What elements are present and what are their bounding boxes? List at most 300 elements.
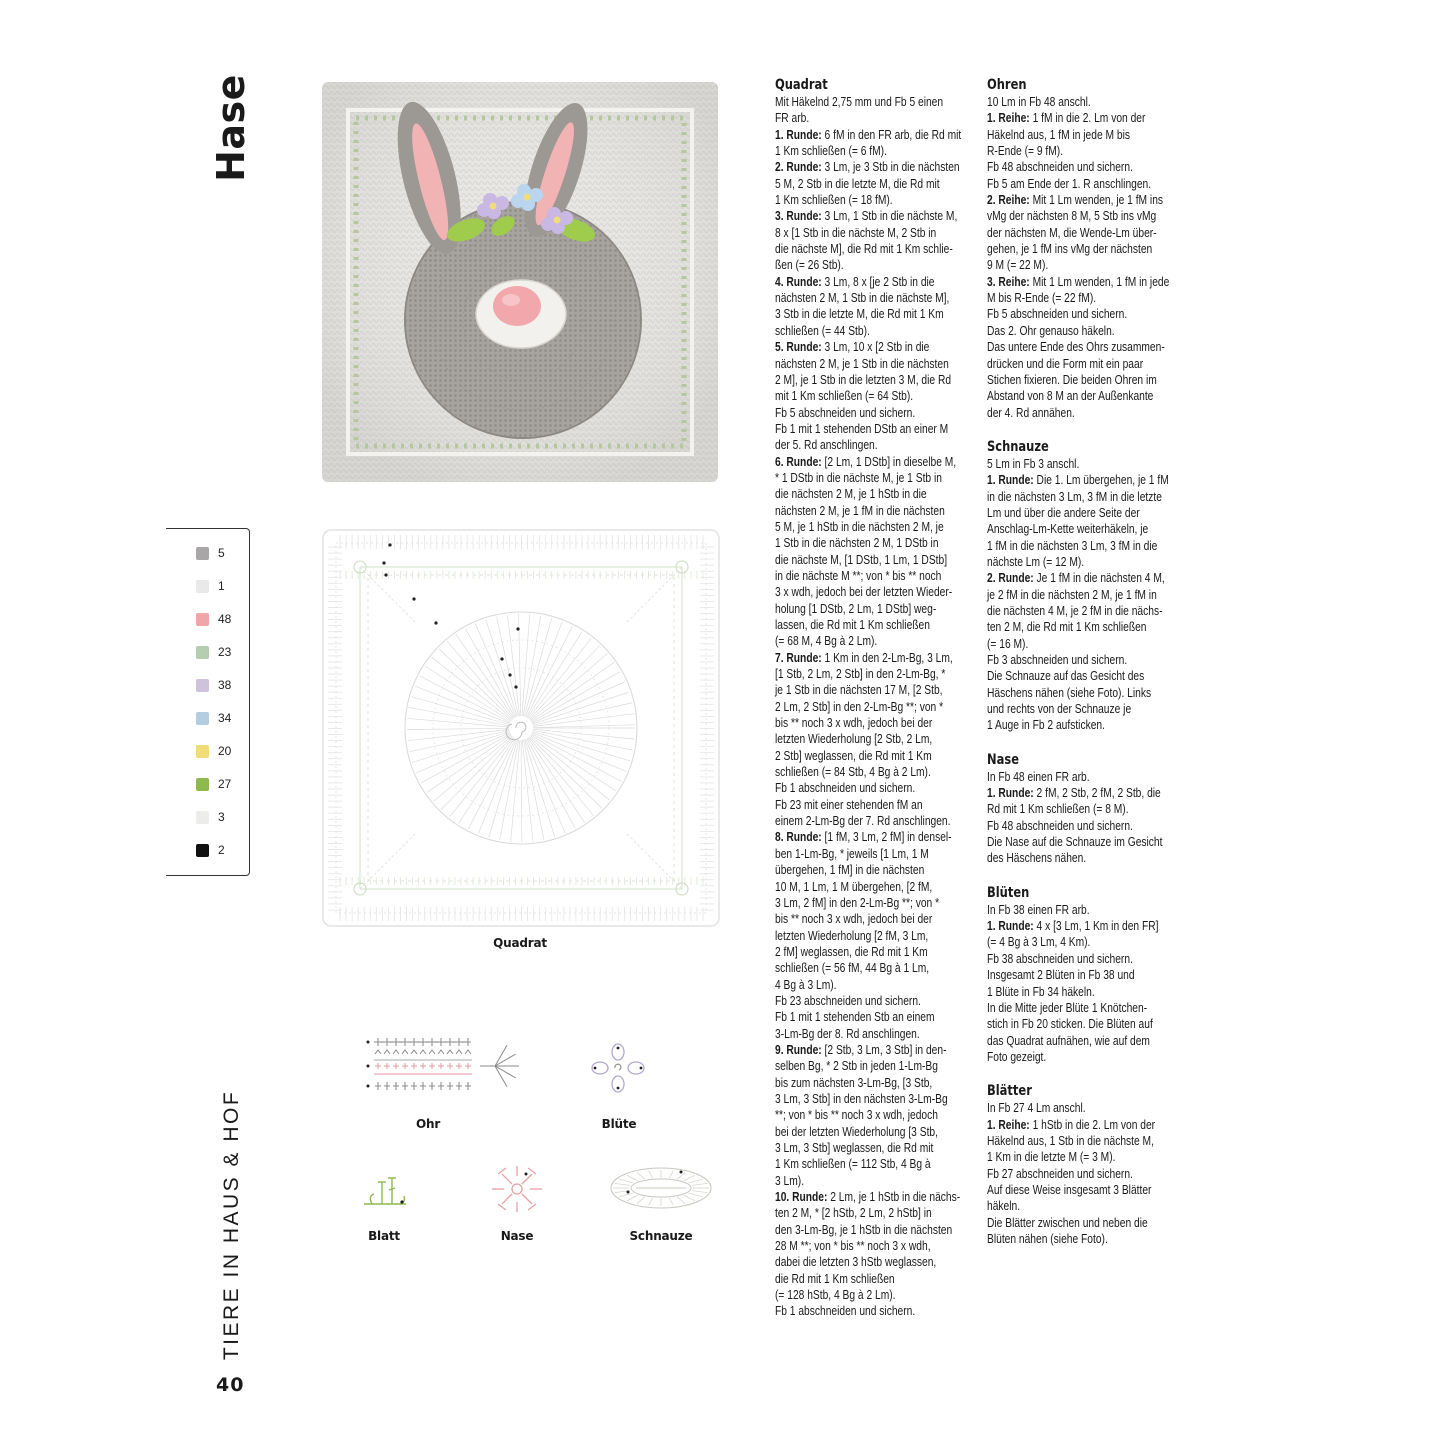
instruction-line	[775, 421, 975, 437]
instruction-line	[987, 323, 1187, 339]
instruction-line	[775, 552, 975, 568]
instruction-text: vMg der nächsten 8 M, 5 Stb ins vMg	[987, 209, 1157, 224]
instruction-text: 3 x wdh, jedoch bei der letzten Wieder-	[775, 585, 953, 600]
instruction-line	[775, 879, 975, 895]
section-heading: Schnauze	[987, 438, 1049, 455]
crochet-chart-bluete	[583, 1042, 653, 1094]
step-label: 7. Runde:	[775, 650, 822, 665]
step-label: 5. Runde:	[775, 340, 822, 355]
instruction-text: bei der letzten Wiederholung [3 Stb,	[775, 1124, 938, 1139]
legend-item	[196, 774, 231, 794]
section-gap	[987, 1065, 1187, 1082]
instruction-text: dabei die letzten 3 hStb weglassen,	[775, 1255, 937, 1270]
instruction-line	[775, 731, 975, 747]
instruction-text: je 2 fM in die nächsten 2 M, je 1 fM in	[987, 587, 1157, 602]
instruction-line	[775, 1189, 975, 1205]
instruction-text: drücken und die Form mit ein paar	[987, 356, 1144, 371]
instruction-line	[987, 818, 1187, 834]
instruction-line	[987, 1117, 1187, 1133]
instruction-line	[987, 143, 1187, 159]
instruction-line	[775, 94, 975, 110]
instruction-text: Fb 23 abschneiden und sichern.	[775, 993, 921, 1008]
crochet-chart-quadrat	[320, 527, 722, 929]
instruction-line	[775, 1140, 975, 1156]
instruction-line	[775, 1026, 975, 1042]
legend-item	[196, 741, 231, 761]
instruction-text: 3 Lm, 1 Stb in die nächste M,	[821, 209, 958, 224]
instruction-line	[987, 1133, 1187, 1149]
instruction-line	[987, 636, 1187, 652]
instruction-text: des Häschens nähen.	[987, 851, 1087, 866]
instruction-line	[987, 489, 1187, 505]
instruction-line	[987, 94, 1187, 110]
instruction-line	[775, 437, 975, 453]
instruction-line	[775, 372, 975, 388]
step-label: 9. Runde:	[775, 1042, 822, 1057]
instruction-text: In Fb 48 einen FR arb.	[987, 769, 1090, 784]
instruction-line	[987, 456, 1187, 472]
instruction-text: Die Nase auf die Schnauze im Gesicht	[987, 835, 1163, 850]
instruction-text: nächsten 2 M, je 1 fM in die nächsten	[775, 503, 945, 518]
instruction-line	[775, 568, 975, 584]
instruction-line	[987, 967, 1187, 983]
instruction-text: übergehen, 1 fM] in die nächsten	[775, 863, 925, 878]
instruction-line	[987, 701, 1187, 717]
instruction-text: Fb 3 abschneiden und sichern.	[987, 653, 1128, 667]
instruction-line	[987, 257, 1187, 273]
instruction-text: 3 Lm, 2 fM] in den 2-Lm-Bg **; von *	[775, 895, 940, 910]
chart-caption-blatt: Blatt	[368, 1229, 400, 1243]
instruction-text: Stichen fixieren. Die beiden Ohren im	[987, 372, 1157, 387]
instruction-text: nächsten 2 M, 1 Stb in die nächste M],	[775, 291, 950, 306]
instruction-line	[987, 306, 1187, 322]
instruction-line	[987, 668, 1187, 684]
instruction-line	[987, 208, 1187, 224]
instruction-line	[775, 339, 975, 355]
page-number: 40	[216, 1374, 245, 1396]
instruction-line	[775, 780, 975, 796]
instruction-line	[775, 241, 975, 257]
instruction-text: Häkelnd aus, 1 Stb in die nächste M,	[987, 1133, 1154, 1148]
instruction-text: 3 Lm, 10 x [2 Stb in die	[821, 340, 930, 355]
instruction-line	[987, 356, 1187, 372]
color-swatch	[196, 580, 209, 593]
page-title: Hase	[209, 74, 253, 182]
chart-caption-quadrat: Quadrat	[493, 936, 547, 950]
instruction-line	[987, 1231, 1187, 1247]
instructions-column-2	[987, 76, 1187, 1247]
instruction-text: 2 fM, 2 Stb, 2 fM, 2 Stb, die	[1033, 786, 1161, 801]
instruction-text: R-Ende (= 9 fM).	[987, 144, 1064, 159]
instruction-line	[987, 127, 1187, 143]
instruction-text: [2 Lm, 1 DStb] in dieselbe M,	[821, 454, 957, 469]
instruction-text: (= 128 hStb, 4 Bg à 2 Lm).	[775, 1288, 896, 1303]
instruction-text: 1 Km schließen (= 112 Stb, 4 Bg à	[775, 1157, 931, 1172]
section-label: TIERE IN HAUS & HOF	[220, 1089, 243, 1361]
instruction-line	[987, 372, 1187, 388]
instruction-text: der 4. Rd annähen.	[987, 405, 1075, 420]
instruction-line	[775, 192, 975, 208]
instruction-line	[775, 895, 975, 911]
legend-item	[196, 807, 225, 827]
instruction-text: 2 Stb] weglassen, die Rd mit 1 Km	[775, 748, 932, 763]
instruction-text: In Fb 38 einen FR arb.	[987, 902, 1090, 917]
color-swatch	[196, 745, 209, 758]
step-label: 1. Runde:	[987, 919, 1034, 934]
instruction-text: die nächsten 4 M, je 2 fM in die nächs-	[987, 603, 1163, 618]
instruction-text: Rd mit 1 Km schließen (= 8 M).	[987, 802, 1129, 817]
step-label: 3. Reihe:	[987, 274, 1030, 289]
crochet-chart-nase	[482, 1160, 552, 1218]
instruction-text: nächsten 2 M, je 1 Stb in die nächsten	[775, 356, 949, 371]
instruction-text: letzten Wiederholung [2 Stb, 2 Lm,	[775, 732, 933, 747]
step-label: 1. Runde:	[775, 127, 822, 142]
instruction-line	[987, 388, 1187, 404]
color-swatch	[196, 679, 209, 692]
instruction-text: Fb 1 mit 1 stehenden Stb an einem	[775, 1010, 935, 1025]
crochet-chart-schnauze	[606, 1162, 716, 1214]
instruction-text: einem 2-Lm-Bg der 7. Rd anschlingen.	[775, 814, 951, 829]
instruction-line	[775, 110, 975, 126]
instruction-text: letzten Wiederholung [2 fM, 3 Lm,	[775, 928, 929, 943]
instruction-line	[775, 862, 975, 878]
instruction-text: Fb 38 abschneiden und sichern.	[987, 951, 1133, 966]
instruction-text: 5 Lm in Fb 3 anschl.	[987, 456, 1080, 471]
instruction-text: Fb 5 am Ende der 1. R anschlingen.	[987, 176, 1152, 191]
instruction-line	[775, 699, 975, 715]
instruction-text: Foto gezeigt.	[987, 1049, 1047, 1064]
instruction-line	[775, 454, 975, 470]
instruction-text: und rechts von der Schnauze je	[987, 702, 1132, 717]
instructions-column-1	[775, 76, 975, 1320]
instruction-text: 1 Km in den 2-Lm-Bg, 3 Lm,	[821, 650, 953, 665]
instruction-line	[987, 619, 1187, 635]
instruction-text: ben 1-Lm-Bg, * jeweils [1 Lm, 1 M	[775, 846, 929, 861]
instruction-line	[775, 1009, 975, 1025]
instruction-text: Insgesamt 2 Blüten in Fb 38 und	[987, 968, 1135, 983]
instruction-line	[775, 715, 975, 731]
instruction-text: der 5. Rd anschlingen.	[775, 438, 878, 453]
instruction-line	[775, 813, 975, 829]
color-swatch	[196, 778, 209, 791]
instruction-text: Die 1. Lm übergehen, je 1 fM	[1033, 473, 1169, 488]
instruction-text: Fb 48 abschneiden und sichern.	[987, 160, 1133, 175]
instruction-text: Fb 1 abschneiden und sichern.	[775, 781, 916, 796]
instruction-line	[987, 1049, 1187, 1065]
section-heading: Nase	[987, 751, 1019, 768]
instruction-line	[775, 127, 975, 143]
instruction-text: Mit 1 Lm wenden, je 1 fM ins	[1029, 193, 1164, 208]
instruction-line	[775, 225, 975, 241]
instruction-line	[775, 748, 975, 764]
instruction-line	[775, 682, 975, 698]
instruction-text: 1 hStb in die 2. Lm von der	[1029, 1117, 1156, 1132]
instruction-text: Auf diese Weise insgesamt 3 Blätter	[987, 1182, 1152, 1197]
instruction-text: 9 M (= 22 M).	[987, 258, 1049, 273]
instruction-text: in die nächste M **; von * bis ** noch	[775, 568, 942, 583]
instruction-text: 28 M **; von * bis ** noch 3 x wdh,	[775, 1239, 931, 1254]
instruction-line	[987, 339, 1187, 355]
instruction-text: [2 Stb, 3 Lm, 3 Stb] in den-	[821, 1042, 947, 1057]
instruction-line	[987, 1149, 1187, 1165]
instruction-line	[775, 143, 975, 159]
instruction-line	[775, 306, 975, 322]
instruction-text: (= 16 M).	[987, 636, 1029, 651]
instruction-text: schließen (= 56 fM, 44 Bg à 1 Lm,	[775, 961, 930, 976]
instruction-line	[775, 944, 975, 960]
instruction-text: schließen (= 44 Stb).	[775, 323, 870, 338]
instruction-text: ten 2 M, die Rd mit 1 Km schließen	[987, 620, 1147, 635]
instruction-text: [1 Stb, 2 Lm, 2 Stb] in den 2-Lm-Bg, *	[775, 667, 946, 682]
instruction-line	[987, 769, 1187, 785]
instruction-line	[987, 717, 1187, 733]
instruction-line	[987, 1000, 1187, 1016]
instruction-text: gehen, je 1 fM ins vMg der nächsten	[987, 242, 1153, 257]
instruction-line	[987, 801, 1187, 817]
instruction-text: Fb 23 mit einer stehenden fM an	[775, 797, 923, 812]
instruction-text: (= 4 Bg à 3 Lm, 4 Km).	[987, 935, 1091, 950]
chart-caption-bluete: Blüte	[601, 1117, 637, 1131]
instruction-text: Abstand von 8 M an der Außenkante	[987, 389, 1154, 404]
instruction-line	[987, 472, 1187, 488]
instruction-text: 1 Auge in Fb 2 aufsticken.	[987, 718, 1105, 733]
instruction-text: schließen (= 84 Stb, 4 Bg à 2 Lm).	[775, 765, 931, 780]
legend-color-number: 34	[218, 711, 232, 725]
instruction-text: 1 Km schließen (= 6 fM).	[775, 144, 887, 159]
instruction-text: [1 fM, 3 Lm, 2 fM] in densel-	[821, 830, 952, 845]
instruction-text: in die nächsten 3 Lm, 3 fM in die letzte	[987, 489, 1162, 504]
instruction-text: 2 Lm, 2 Stb] in den 2-Lm-Bg **; von *	[775, 699, 944, 714]
instruction-line	[987, 685, 1187, 701]
instruction-line	[775, 1254, 975, 1270]
instruction-line	[775, 356, 975, 372]
instruction-text: * 1 DStb in die nächste M, je 1 Stb in	[775, 470, 942, 485]
instruction-line	[987, 1016, 1187, 1032]
instruction-text: bis zum nächsten 3-Lm-Bg, [3 Stb,	[775, 1075, 933, 1090]
instruction-text: die nächste M, [1 DStb, 1 Lm, 1 DStb]	[775, 552, 948, 567]
instruction-text: 1 fM in die nächsten 3 Lm, 3 fM in die	[987, 538, 1158, 553]
instruction-line	[987, 850, 1187, 866]
step-label: 2. Reihe:	[987, 193, 1030, 208]
legend-item	[196, 675, 231, 695]
instruction-text: stich in Fb 20 sticken. Die Blüten auf	[987, 1017, 1153, 1032]
legend-color-number: 20	[218, 744, 232, 758]
instruction-line	[987, 902, 1187, 918]
instruction-text: Fb 5 abschneiden und sichern.	[987, 307, 1128, 322]
legend-item	[196, 543, 225, 563]
section-heading: Ohren	[987, 77, 1027, 93]
instruction-text: 3-Lm-Bg der 8. Rd anschlingen.	[775, 1026, 920, 1041]
chart-caption-ohr: Ohr	[415, 1117, 441, 1131]
instruction-text: 6 fM in den FR arb, die Rd mit	[821, 127, 962, 142]
instruction-line	[987, 1166, 1187, 1182]
instruction-text: 3 Lm, 3 Stb] in den nächsten 3-Lm-Bg	[775, 1091, 948, 1106]
crochet-chart-blatt	[360, 1172, 410, 1212]
chart-caption-schnauze: Schnauze	[629, 1229, 693, 1243]
instruction-text: 8 x [1 Stb in die nächste M, 2 Stb in	[775, 225, 937, 240]
step-label: 1. Runde:	[987, 786, 1034, 801]
legend-color-number: 38	[218, 678, 232, 692]
instruction-line	[775, 1222, 975, 1238]
instruction-text: die nächsten 2 M, je 1 hStb in die	[775, 487, 927, 502]
instruction-text: Anschlag-Lm-Kette weiterhäkeln, je	[987, 522, 1149, 537]
instruction-line	[987, 274, 1187, 290]
instruction-line	[987, 521, 1187, 537]
bunny-square-photo	[318, 78, 722, 486]
instruction-text: je 1 Stb in die nächsten 17 M, [2 Stb,	[775, 683, 943, 698]
instruction-text: 3 Lm).	[775, 1173, 805, 1188]
instruction-text: In die Mitte jeder Blüte 1 Knötchen-	[987, 1000, 1148, 1015]
instruction-line	[775, 846, 975, 862]
color-swatch	[196, 712, 209, 725]
step-label: 10. Runde:	[775, 1190, 828, 1205]
instruction-line	[775, 470, 975, 486]
legend-item	[196, 840, 225, 860]
instruction-text: 1 Km schließen (= 18 fM).	[775, 193, 893, 208]
instruction-text: Das untere Ende des Ohrs zusammen-	[987, 340, 1165, 355]
instruction-line	[987, 603, 1187, 619]
instruction-text: bis ** noch 3 x wdh, jedoch bei der	[775, 716, 933, 731]
instruction-line	[775, 535, 975, 551]
instruction-line	[775, 633, 975, 649]
instruction-line	[987, 1215, 1187, 1231]
instruction-line	[775, 176, 975, 192]
instruction-line	[775, 584, 975, 600]
instruction-line	[987, 951, 1187, 967]
instruction-text: Fb 27 abschneiden und sichern.	[987, 1166, 1133, 1181]
instruction-line	[775, 486, 975, 502]
instruction-text: häkeln.	[987, 1199, 1021, 1214]
section-gap	[987, 734, 1187, 751]
color-legend	[166, 528, 250, 876]
instruction-line	[775, 519, 975, 535]
instruction-line	[775, 960, 975, 976]
section-label-container	[215, 1089, 249, 1361]
section-heading: Blüten	[987, 884, 1030, 901]
instruction-text: den 3-Lm-Bg, je 1 hStb in die nächsten	[775, 1222, 953, 1237]
instruction-text: Lm und über die andere Seite der	[987, 505, 1140, 520]
instruction-line	[775, 323, 975, 339]
instruction-line	[775, 159, 975, 175]
instruction-text: Häkelnd aus, 1 fM in jede M bis	[987, 127, 1131, 142]
instruction-line	[775, 1156, 975, 1172]
instruction-line	[775, 666, 975, 682]
instruction-line	[775, 1173, 975, 1189]
instruction-line	[987, 587, 1187, 603]
instruction-line	[775, 503, 975, 519]
instruction-text: Fb 5 abschneiden und sichern.	[775, 405, 916, 420]
color-swatch	[196, 844, 209, 857]
legend-color-number: 5	[218, 546, 225, 560]
instruction-line	[775, 274, 975, 290]
instruction-line	[775, 797, 975, 813]
instruction-text: Fb 1 abschneiden und sichern.	[775, 1304, 916, 1319]
instruction-text: Das 2. Ohr genauso häkeln.	[987, 323, 1115, 338]
legend-color-number: 1	[218, 579, 225, 593]
instruction-line	[775, 1091, 975, 1107]
legend-item	[196, 642, 231, 662]
instruction-text: Blüten nähen (siehe Foto).	[987, 1231, 1108, 1246]
instruction-line	[775, 1303, 975, 1319]
instruction-text: ten 2 M, * [2 hStb, 2 Lm, 2 hStb] in	[775, 1206, 932, 1221]
instruction-text: 1 Stb in die nächsten 2 M, 1 DStb in	[775, 536, 939, 551]
instruction-text: lassen, die Rd mit 1 Km schließen	[775, 618, 930, 632]
instruction-text: selben Bg, * 2 Stb in jeden 1-Lm-Bg	[775, 1059, 938, 1074]
section-heading: Quadrat	[775, 77, 828, 93]
instruction-line	[775, 993, 975, 1009]
instruction-line	[987, 554, 1187, 570]
instruction-text: 10 Lm in Fb 48 anschl.	[987, 95, 1091, 109]
instruction-line	[775, 617, 975, 633]
color-swatch	[196, 811, 209, 824]
instruction-text: 2 Lm, je 1 hStb in die nächs-	[827, 1190, 961, 1205]
instruction-text: 4 x [3 Lm, 1 Km in den FR]	[1033, 919, 1159, 934]
step-label: 4. Runde:	[775, 274, 822, 289]
instruction-line	[775, 1238, 975, 1254]
instruction-line	[775, 1124, 975, 1140]
instruction-line	[775, 388, 975, 404]
instruction-text: 3 Lm, 3 Stb] weglassen, die Rd mit	[775, 1141, 934, 1155]
instruction-text: 1 Km in die letzte M (= 3 M).	[987, 1150, 1116, 1165]
color-swatch	[196, 547, 209, 560]
color-swatch	[196, 613, 209, 626]
instruction-text: mit 1 Km schließen (= 64 Stb).	[775, 389, 914, 404]
instruction-line	[987, 290, 1187, 306]
instruction-line	[775, 1205, 975, 1221]
instruction-text: die nächste M], die Rd mit 1 Km schlie-	[775, 242, 953, 257]
instruction-line	[775, 1271, 975, 1287]
instruction-text: 10 M, 1 Lm, 1 M übergehen, [2 fM,	[775, 879, 933, 894]
instruction-line	[987, 1033, 1187, 1049]
instruction-text: **; von * bis ** noch 3 x wdh, jedoch	[775, 1108, 938, 1123]
legend-color-number: 48	[218, 612, 232, 626]
instruction-line	[987, 225, 1187, 241]
instruction-line	[775, 1287, 975, 1303]
instruction-text: 5 M, 2 Stb in die letzte M, die Rd mit	[775, 176, 940, 191]
section-gap	[987, 867, 1187, 884]
instruction-line	[775, 1042, 975, 1058]
chart-caption-nase: Nase	[500, 1229, 534, 1243]
instruction-line	[775, 405, 975, 421]
instruction-line	[987, 570, 1187, 586]
instruction-text: 2 M], je 1 Stb in die letzten 3 M, die Rd	[775, 372, 952, 387]
instruction-line	[775, 977, 975, 993]
legend-item	[196, 708, 231, 728]
title-container	[205, 74, 257, 182]
step-label: 2. Runde:	[775, 160, 822, 175]
instruction-text: nächste Lm (= 12 M).	[987, 554, 1085, 569]
instruction-line	[775, 829, 975, 845]
instruction-text: FR arb.	[775, 111, 810, 126]
instruction-text: Mit Häkelnd 2,75 mm und Fb 5 einen	[775, 95, 944, 109]
legend-color-number: 3	[218, 810, 225, 824]
instruction-text: 5 M, je 1 hStb in die nächsten 2 M, je	[775, 519, 944, 534]
instruction-text: 3 Stb in die letzte M, die Rd mit 1 Km	[775, 307, 944, 322]
instruction-line	[987, 110, 1187, 126]
instruction-line	[775, 928, 975, 944]
instruction-text: Häschens nähen (siehe Foto). Links	[987, 685, 1152, 700]
instruction-line	[987, 538, 1187, 554]
instruction-line	[987, 1100, 1187, 1116]
instruction-text: bis ** noch 3 x wdh, jedoch bei der	[775, 912, 933, 927]
instruction-line	[775, 257, 975, 273]
instruction-line	[775, 208, 975, 224]
section-gap	[987, 421, 1187, 438]
instruction-text: (= 68 M, 4 Bg à 2 Lm).	[775, 634, 878, 649]
instruction-text: Fb 1 mit 1 stehenden DStb an einer M	[775, 421, 949, 436]
legend-color-number: 2	[218, 843, 225, 857]
step-label: 8. Runde:	[775, 830, 822, 845]
